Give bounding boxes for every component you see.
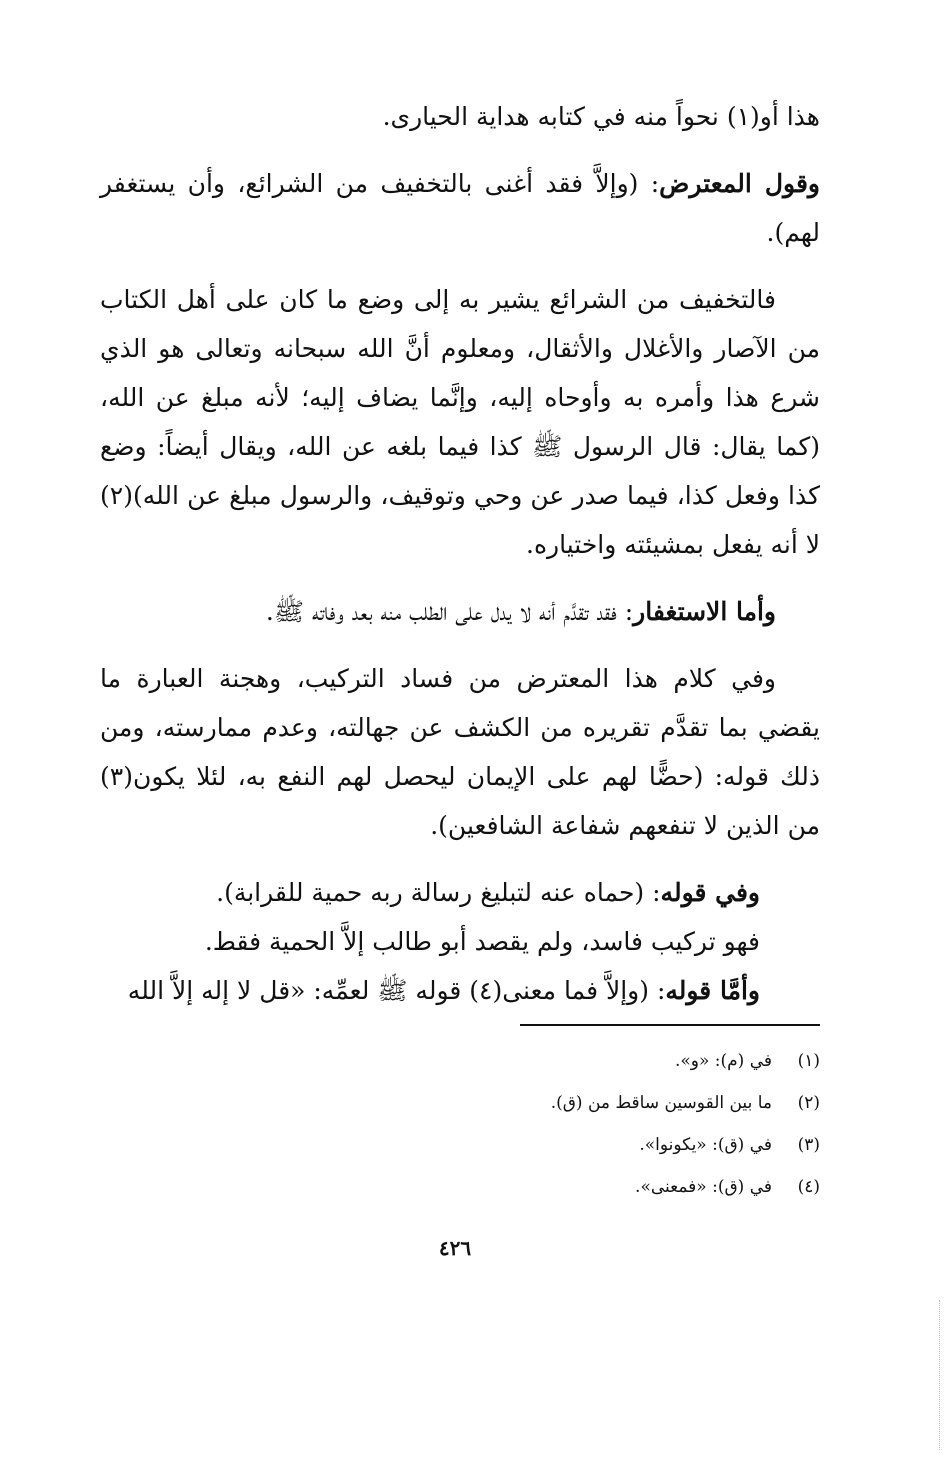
paragraph-1: [100, 92, 820, 141]
paragraph-5: [100, 654, 820, 850]
paragraph-7-text: فهو تركيب فاسد، ولم يقصد أبو طالب إلاَّ الحمية فقط.: [204, 927, 760, 956]
paragraph-3: [100, 275, 820, 569]
paragraph-4: [100, 587, 820, 636]
footnote-4: [400, 1166, 820, 1208]
paragraph-5-text: وفي كلام هذا المعترض من فساد التركيب، وهجنة العبارة ما يقضي بما تقدَّم تقريره من الكشف عن جهالته، وعدم ممارسته، ومن ذلك قوله: (حضًّا لهم على الإيمان ليحصل لهم النفع به، لئلا يكون(٣) من الذين لا تنفعهم شفاعة الشافعين).: [100, 664, 820, 840]
page-body: [100, 92, 820, 1015]
paragraph-6-lead: وفي قوله: [660, 878, 760, 907]
footnotes: [400, 1040, 820, 1208]
footnote-1: [400, 1040, 820, 1082]
paragraph-1-text: هذا أو(١) نحواً منه في كتابه هداية الحيارى.: [382, 102, 820, 131]
paragraph-8-lead: وأمَّا قوله: [665, 976, 760, 1005]
footnote-3-number: (٣): [797, 1135, 820, 1155]
paragraph-2-text: : (وإلاَّ فقد أغنى بالتخفيف من الشرائع، وأن يستغفر لهم).: [100, 169, 820, 247]
footnote-1-text: في (م): «و».: [674, 1051, 772, 1071]
paragraph-4-lead: وأما الاستغفار: [633, 597, 776, 626]
footnote-3-text: في (ق): «يكونوا».: [639, 1135, 772, 1155]
paragraph-7: [100, 917, 820, 966]
footnote-divider: [520, 1024, 820, 1026]
paragraph-8: [100, 966, 820, 1015]
page-number: ٤٢٦: [438, 1236, 472, 1260]
paragraph-8-text: : (وإلاَّ فما معنى(٤) قوله ﷺ لعمِّه: «قل لا إله إلاَّ الله: [127, 976, 666, 1005]
footnote-1-number: (١): [797, 1051, 820, 1071]
paragraph-6-text: : (حماه عنه لتبليغ رسالة ربه حمية للقرابة).: [216, 878, 661, 907]
paragraph-6: [100, 868, 820, 917]
paragraph-2-lead: وقول المعترض: [659, 169, 820, 198]
footnote-4-text: في (ق): «فمعنى».: [635, 1177, 772, 1197]
paragraph-2: [100, 159, 820, 257]
paragraph-4-text: : فقد تقدَّم أنه لا يدل على الطلب منه بعد وفاته ﷺ.: [265, 597, 634, 626]
footnote-2: [400, 1082, 820, 1124]
scan-edge-marks: [939, 1300, 946, 1450]
footnote-2-number: (٢): [797, 1093, 820, 1113]
footnote-3: [400, 1124, 820, 1166]
footnote-2-text: ما بين القوسين ساقط من (ق).: [550, 1093, 772, 1113]
paragraph-3-text: فالتخفيف من الشرائع يشير به إلى وضع ما كان على أهل الكتاب من الآصار والأغلال والأثقال، ومعلوم أنَّ الله سبحانه وتعالى هو الذي شرع هذا وأمره به وأوحاه إليه، وإنَّما يضاف إليه؛ لأنه مبلغ عن الله، (كما يقال: قال الرسول ﷺ كذا فيما بلغه عن الله، ويقال أيضاً: وضع كذا وفعل كذا، فيما صدر عن وحي وتوقيف، والرسول مبلغ عن الله)(٢) لا أنه يفعل بمشيئته واختياره.: [100, 285, 820, 559]
footnote-4-number: (٤): [797, 1177, 820, 1197]
